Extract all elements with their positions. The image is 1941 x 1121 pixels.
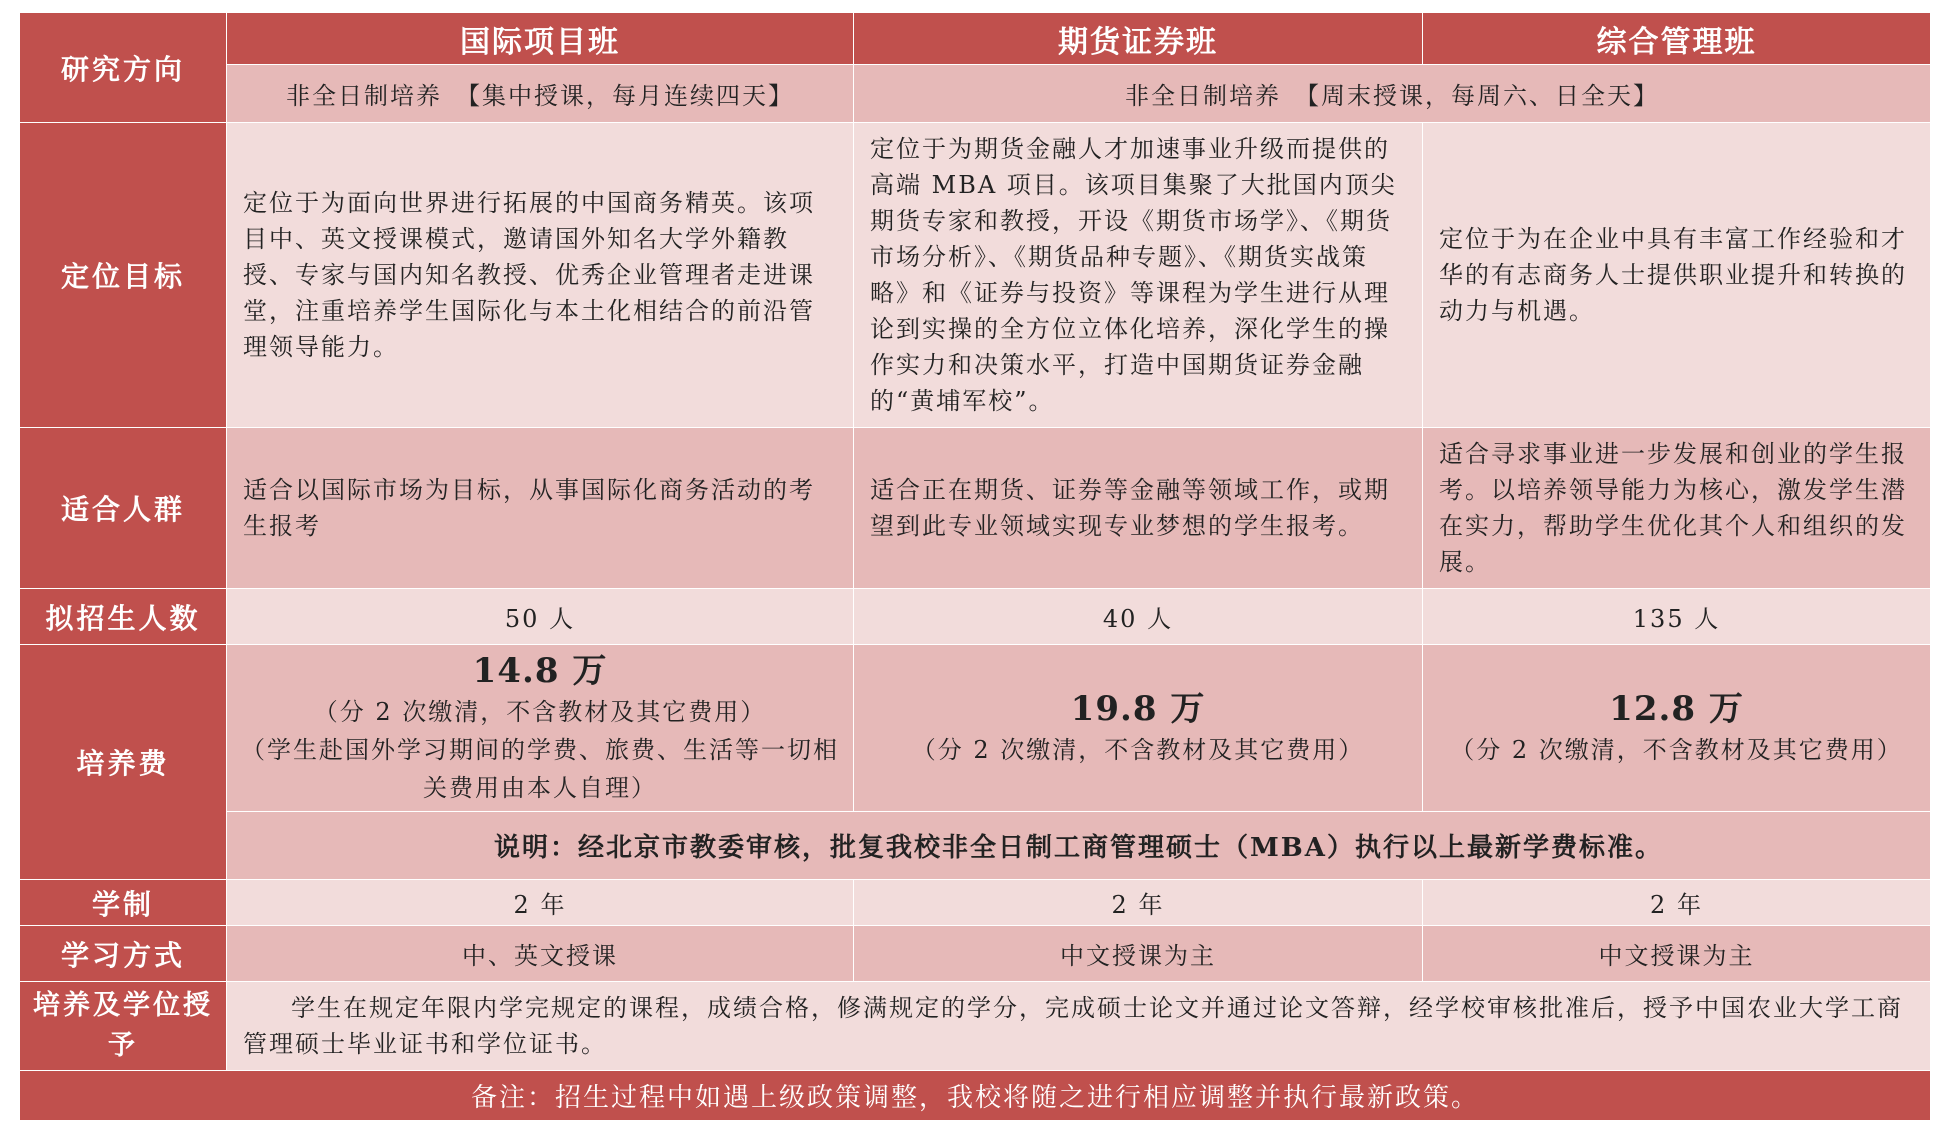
- footer-note: 备注：招生过程中如遇上级政策调整，我校将随之进行相应调整并执行最新政策。: [20, 1071, 1931, 1121]
- row-label-audience: 适合人群: [20, 428, 227, 589]
- fee-international-amount: 14.8 万: [472, 651, 608, 691]
- row-label-fee: 培养费: [20, 645, 227, 880]
- fee-international-abroad-note: （学生赴国外学习期间的学费、旅费、生活等一切相关费用由本人自理）: [241, 736, 839, 802]
- audience-general: 适合寻求事业进一步发展和创业的学生报考。以培养领导能力为核心，激发学生潜在实力，帮助学生优化其个人和组织的发展。: [1423, 428, 1931, 589]
- fee-row: [20, 645, 1931, 812]
- duration-international: 2 年: [227, 880, 854, 926]
- header-row: [20, 13, 1931, 65]
- positioning-row: [20, 123, 1931, 428]
- audience-row: [20, 428, 1931, 589]
- fee-statement: 说明：经北京市教委审核，批复我校非全日制工商管理硕士（MBA）执行以上最新学费标准。: [227, 812, 1931, 880]
- col-header-futures: 期货证券班: [854, 13, 1423, 65]
- study-mode-general: 中文授课为主: [1423, 926, 1931, 982]
- fee-general-amount: 12.8 万: [1609, 689, 1744, 729]
- duration-general: 2 年: [1423, 880, 1931, 926]
- fee-futures: [854, 645, 1423, 812]
- positioning-general: 定位于为在企业中具有丰富工作经验和才华的有志商务人士提供职业提升和转换的动力与机遇。: [1423, 123, 1931, 428]
- degree-text: 学生在规定年限内学完规定的课程，成绩合格，修满规定的学分，完成硕士论文并通过论文答辩，经学校审核批准后，授予中国农业大学工商管理硕士毕业证书和学位证书。: [227, 982, 1931, 1071]
- mode-international: 非全日制培养 【集中授课，每月连续四天】: [227, 65, 854, 123]
- enrollment-futures: 40 人: [854, 589, 1423, 645]
- row-label-enrollment: 拟招生人数: [20, 589, 227, 645]
- duration-row: [20, 880, 1931, 926]
- fee-futures-note: （分 2 次缴清，不含教材及其它费用）: [911, 736, 1365, 764]
- enrollment-international: 50 人: [227, 589, 854, 645]
- row-label-positioning: 定位目标: [20, 123, 227, 428]
- fee-international-note: （分 2 次缴清，不含教材及其它费用）: [313, 698, 767, 726]
- row-label-degree: 培养及学位授予: [20, 982, 227, 1071]
- mode-row: [20, 65, 1931, 123]
- mode-weekend: 非全日制培养 【周末授课，每周六、日全天】: [854, 65, 1931, 123]
- positioning-futures: 定位于为期货金融人才加速事业升级而提供的高端 MBA 项目。该项目集聚了大批国内顶尖期货专家和教授，开设《期货市场学》、《期货市场分析》、《期货品种专题》、《期货实战策略》和《证券与投资》等课程为学生进行从理论到实操的全方位立体化培养，深化学生的操作实力和决策水平，打造中国期货证券金融的“黄埔军校”。: [854, 123, 1423, 428]
- fee-statement-row: [20, 812, 1931, 880]
- row-label-study-mode: 学习方式: [20, 926, 227, 982]
- col-header-international: 国际项目班: [227, 13, 854, 65]
- study-mode-international: 中、英文授课: [227, 926, 854, 982]
- col-header-general: 综合管理班: [1423, 13, 1931, 65]
- enrollment-general: 135 人: [1423, 589, 1931, 645]
- audience-international: 适合以国际市场为目标，从事国际化商务活动的考生报考: [227, 428, 854, 589]
- study-mode-row: [20, 926, 1931, 982]
- degree-row: [20, 982, 1931, 1071]
- fee-international: [227, 645, 854, 812]
- row-label-duration: 学制: [20, 880, 227, 926]
- duration-futures: 2 年: [854, 880, 1423, 926]
- row-label-direction: 研究方向: [20, 13, 227, 123]
- enrollment-table-container: [19, 12, 1930, 1121]
- fee-futures-amount: 19.8 万: [1070, 689, 1206, 729]
- positioning-international: 定位于为面向世界进行拓展的中国商务精英。该项目中、英文授课模式，邀请国外知名大学外籍教授、专家与国内知名教授、优秀企业管理者走进课堂，注重培养学生国际化与本土化相结合的前沿管理领导能力。: [227, 123, 854, 428]
- enrollment-row: [20, 589, 1931, 645]
- audience-futures: 适合正在期货、证券等金融等领域工作，或期望到此专业领域实现专业梦想的学生报考。: [854, 428, 1423, 589]
- fee-general-note: （分 2 次缴清，不含教材及其它费用）: [1450, 736, 1903, 764]
- fee-general: [1423, 645, 1931, 812]
- footer-row: [20, 1071, 1931, 1121]
- study-mode-futures: 中文授课为主: [854, 926, 1423, 982]
- program-comparison-table: [19, 12, 1931, 1121]
